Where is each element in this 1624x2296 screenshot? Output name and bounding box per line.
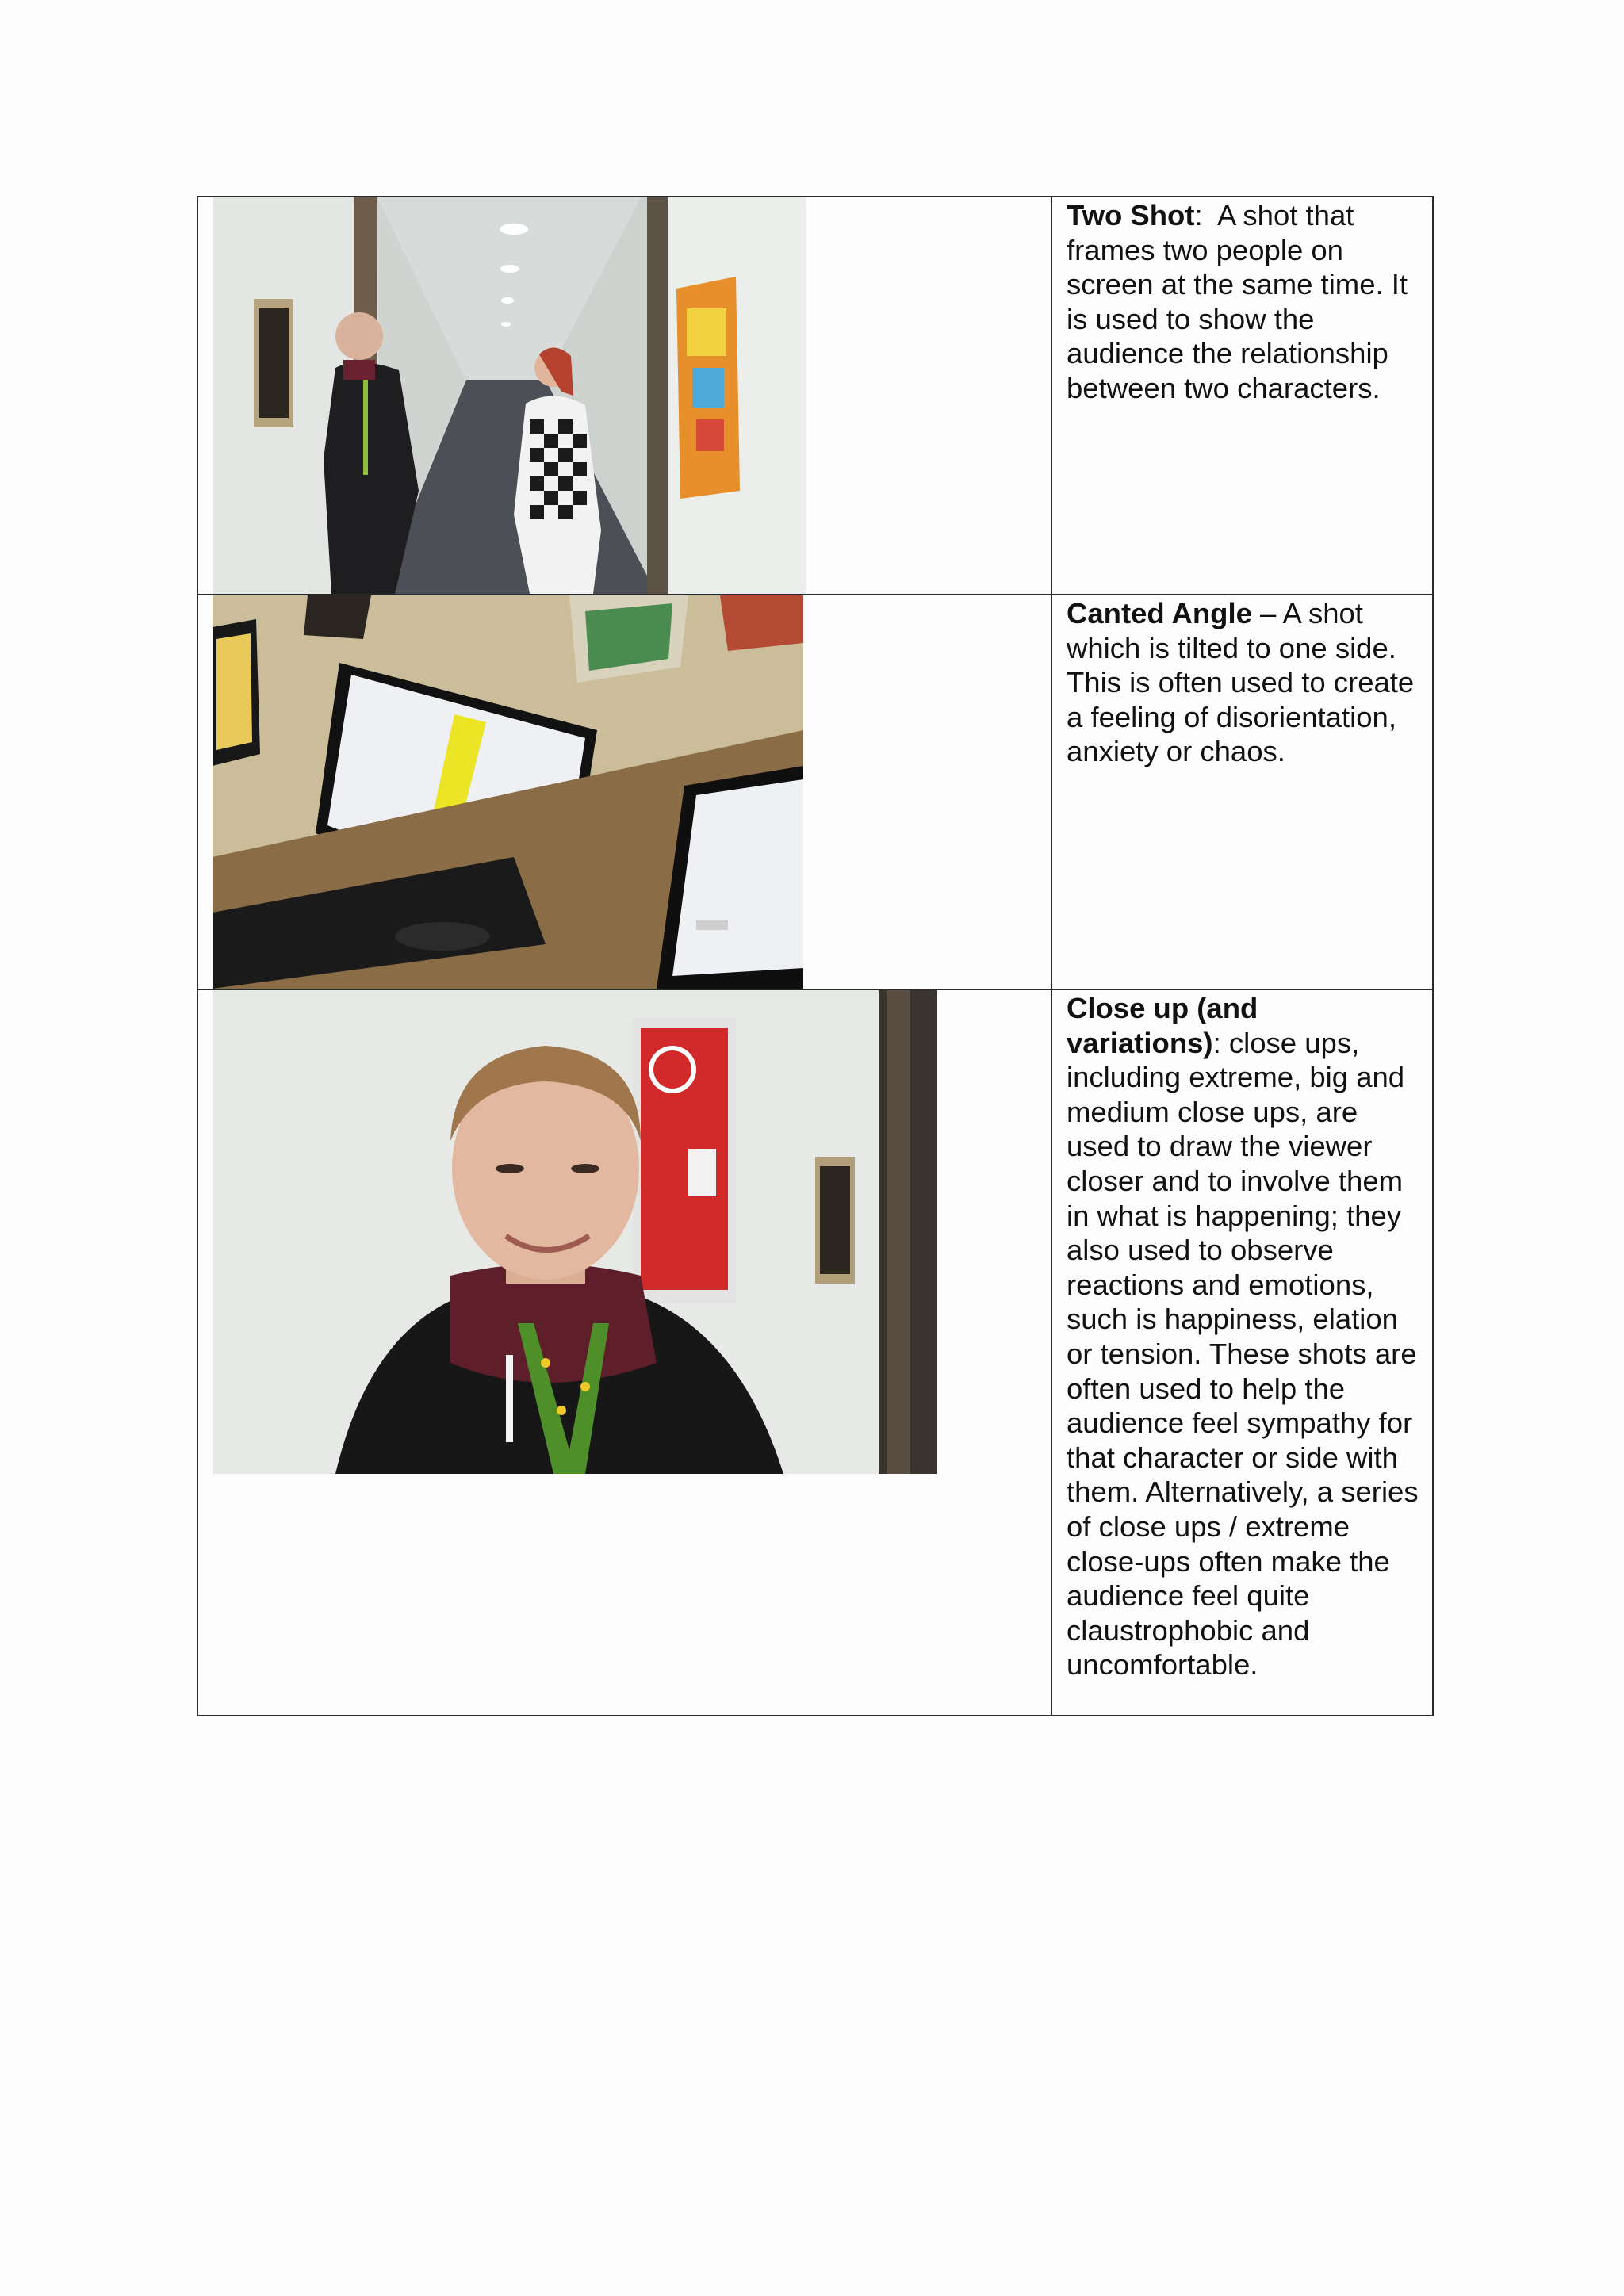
table-row bbox=[197, 989, 1433, 1716]
shot-term: Canted Angle bbox=[1067, 597, 1252, 629]
shot-description bbox=[1052, 990, 1432, 1682]
shot-description-text: A shot which is tilted to one side. This is often used to create a feeling of disorientation, anxiety or chaos. bbox=[1067, 597, 1415, 768]
shot-term: Two Shot bbox=[1067, 199, 1195, 232]
shot-types-table bbox=[197, 196, 1434, 1716]
description-cell bbox=[1051, 989, 1433, 1716]
term-separator: : bbox=[1212, 1026, 1229, 1059]
two-shot-photo bbox=[213, 197, 806, 594]
image-cell bbox=[197, 595, 1051, 989]
description-cell bbox=[1051, 595, 1433, 989]
table-row bbox=[197, 595, 1433, 989]
shot-description-text: close ups, including extreme, big and medium close ups, are used to draw the viewer closer and to involve them in what is happening; they also used to observe reactions and emotions, such is happiness, elation or tension. These shots are often used to help the audience feel sympathy for that character or side with them. Alternatively, a series of close ups / extreme close-ups often make the audience feel quite claustrophobic and uncomfortable. bbox=[1067, 1026, 1419, 1682]
image-cell bbox=[197, 197, 1051, 595]
term-separator: – bbox=[1251, 597, 1283, 629]
shot-term: Close up (and variations) bbox=[1067, 992, 1258, 1059]
image-cell bbox=[197, 989, 1051, 1716]
table-row bbox=[197, 197, 1433, 595]
canted-angle-photo bbox=[213, 595, 803, 989]
close-up-photo bbox=[213, 990, 937, 1474]
shot-description bbox=[1052, 595, 1432, 769]
term-separator: : bbox=[1194, 199, 1217, 232]
shot-description-text: A shot that frames two people on screen at the same time. It is used to show the audience the relationship between two characters. bbox=[1067, 199, 1408, 404]
shot-description bbox=[1052, 197, 1432, 406]
description-cell bbox=[1051, 197, 1433, 595]
